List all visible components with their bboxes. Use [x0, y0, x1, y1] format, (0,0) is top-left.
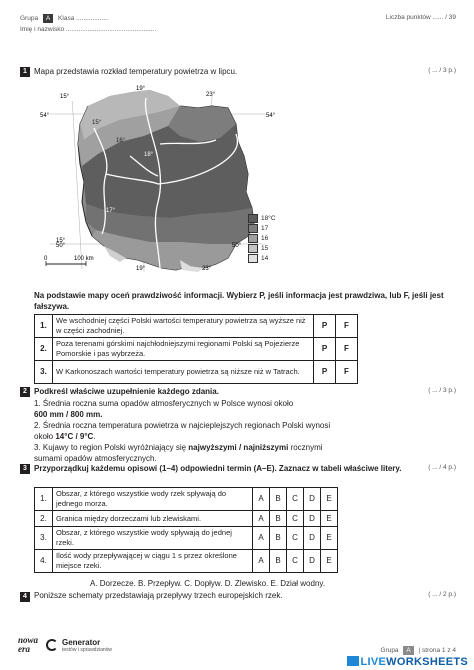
legend-swatch	[248, 234, 258, 243]
q2-text: .	[93, 432, 96, 441]
option-b-cell[interactable]: B	[270, 550, 287, 573]
lw-prefix: LIVE	[360, 656, 387, 668]
question-number-1: 1	[20, 67, 30, 77]
q2-choice-3[interactable]: najwyższymi / najniższymi	[188, 443, 289, 452]
option-c-cell[interactable]: C	[287, 511, 304, 527]
legend-label: 17	[261, 225, 269, 232]
legend-swatch	[248, 254, 258, 263]
q2-sentences	[34, 398, 454, 464]
lw-suffix: WORKSHEETS	[386, 656, 468, 668]
isotherm-label: 15°	[92, 120, 102, 126]
legend-label: 15	[261, 245, 269, 252]
footer-group-letter: A	[403, 646, 413, 655]
header-group	[20, 14, 109, 23]
option-c-cell[interactable]: C	[287, 550, 304, 573]
isotherm-label: 18°	[144, 152, 154, 158]
table-row	[35, 511, 338, 527]
scale-zero: 0	[44, 256, 48, 262]
option-d-cell[interactable]: D	[304, 511, 321, 527]
q1-instruction: Na podstawie mapy oceń prawdziwość informacji. Wybierz P, jeśli informacja jest prawdziwa, lub F, jeśli jest fałszywa.	[34, 291, 444, 311]
answer-f-cell[interactable]: F	[336, 338, 358, 361]
statement-text: We wschodniej części Polski wartości temperatury powietrza są wyższe niż w części zachodniej.	[53, 315, 314, 338]
points-total: Liczba punktów ...... / 39	[385, 14, 456, 21]
option-c-cell[interactable]: C	[287, 488, 304, 511]
lat-label: 50°	[232, 243, 242, 249]
answer-p-cell[interactable]: P	[314, 315, 336, 338]
logo-text: era	[18, 644, 30, 654]
row-number: 1.	[35, 315, 53, 338]
option-b-cell[interactable]: B	[270, 488, 287, 511]
legend-swatch	[248, 214, 258, 223]
lon-label: 19°	[136, 86, 146, 92]
table-row	[35, 338, 358, 361]
option-d-cell[interactable]: D	[304, 488, 321, 511]
group-label: Grupa	[20, 15, 39, 22]
option-b-cell[interactable]: B	[270, 527, 287, 550]
description-text: Obszar, z którego wszystkie wody rzek spływają do jednego morza.	[53, 488, 253, 511]
q2-line	[34, 431, 454, 442]
q3-prompt: Przyporządkuj każdemu opisowi (1–4) odpowiedni termin (A–E). Zaznacz w tabeli właściwe litery.	[34, 464, 402, 473]
table-row	[35, 488, 338, 511]
table-row	[35, 315, 358, 338]
row-number: 3.	[35, 527, 53, 550]
statement-text: Poza terenami górskimi najchłodniejszymi regionami Polski są Pojezierze Pomorskie i pas wybrzeża.	[53, 338, 314, 361]
option-e-cell[interactable]: E	[321, 511, 338, 527]
lon-label: 15°	[60, 94, 70, 100]
q2-text: 3. Kujawy to region Polski wyróżniający się	[34, 443, 189, 452]
isotherm-label: 16°	[116, 138, 126, 144]
q1-true-false-table	[34, 314, 358, 384]
legend-label: 18°C	[261, 215, 276, 222]
legend-label: 14	[261, 255, 269, 262]
description-text: Ilość wody przepływającej w ciągu 1 s przez określone miejsce rzeki.	[53, 550, 253, 573]
logo-text: nowa	[18, 635, 39, 645]
lon-label: 23°	[202, 266, 212, 272]
answer-f-cell[interactable]: F	[336, 361, 358, 384]
option-d-cell[interactable]: D	[304, 527, 321, 550]
q2-line: 1. Średnia roczna suma opadów atmosferycznych w Polsce wynosi około	[34, 399, 294, 408]
q2-points: ( ... / 3 p.)	[428, 387, 456, 394]
row-number: 4.	[35, 550, 53, 573]
option-a-cell[interactable]: A	[253, 488, 270, 511]
footer-page-info	[380, 646, 456, 655]
option-e-cell[interactable]: E	[321, 527, 338, 550]
option-a-cell[interactable]: A	[253, 527, 270, 550]
lon-label: 23°	[206, 92, 216, 98]
isotherm-label: 17°	[106, 208, 116, 214]
q2-text: około	[34, 432, 56, 441]
row-number: 2.	[35, 338, 53, 361]
generator-subtitle: testów i sprawdzianów	[62, 647, 113, 653]
class-field[interactable]: Klasa ..................	[58, 15, 109, 22]
lat-label: 54°	[40, 113, 50, 119]
lon-label: 15°	[56, 238, 66, 244]
legend-label: 16	[261, 235, 269, 242]
group-letter-badge: A	[43, 14, 53, 23]
row-number: 3.	[35, 361, 53, 384]
generator-icon	[46, 639, 58, 651]
row-number: 1.	[35, 488, 53, 511]
question-number-3: 3	[20, 464, 30, 474]
map-legend	[248, 214, 290, 270]
option-a-cell[interactable]: A	[253, 511, 270, 527]
description-text: Granica między dorzeczami lub zlewiskami.	[53, 511, 253, 527]
footer-page-number: | strona 1 z 4	[418, 647, 456, 654]
table-row	[35, 550, 338, 573]
answer-p-cell[interactable]: P	[314, 361, 336, 384]
footer-group-label: Grupa	[380, 647, 399, 654]
q3-matching-table	[34, 487, 338, 573]
liveworksheets-icon	[347, 656, 359, 666]
row-number: 2.	[35, 511, 53, 527]
q2-prompt: Podkreśl właściwe uzupełnienie każdego zdania.	[34, 387, 219, 396]
table-row	[35, 527, 338, 550]
answer-f-cell[interactable]: F	[336, 315, 358, 338]
lat-label: 50°	[56, 243, 66, 249]
q2-text: rocznymi	[288, 443, 323, 452]
option-e-cell[interactable]: E	[321, 488, 338, 511]
option-e-cell[interactable]: E	[321, 550, 338, 573]
option-a-cell[interactable]: A	[253, 550, 270, 573]
option-b-cell[interactable]: B	[270, 511, 287, 527]
answer-p-cell[interactable]: P	[314, 338, 336, 361]
question-number-4: 4	[20, 592, 30, 602]
q4-points: ( ... / 2 p.)	[428, 591, 456, 598]
generator-title: Generator	[62, 638, 101, 647]
statement-text: W Karkonoszach wartości temperatury powietrza są niższe niż w Tatrach.	[53, 361, 314, 384]
q1-points: ( ... / 3 p.)	[428, 67, 456, 74]
q3-points: ( ... / 4 p.)	[428, 464, 456, 471]
lat-label: 54°	[266, 113, 276, 119]
legend-swatch	[248, 224, 258, 233]
option-c-cell[interactable]: C	[287, 527, 304, 550]
nowa-era-logo	[18, 636, 38, 654]
q2-line: sumami opadów atmosferycznych.	[34, 454, 157, 463]
liveworksheets-logo	[347, 656, 469, 668]
legend-swatch	[248, 244, 258, 253]
q3-terms: A. Dorzecze. B. Przepływ. C. Dopływ. D. Zlewisko. E. Dział wodny.	[90, 579, 326, 588]
q2-choice-1[interactable]: 600 mm / 800 mm.	[34, 410, 103, 419]
q4-prompt: Poniższe schematy przedstawiają przepływy trzech europejskich rzek.	[34, 591, 283, 600]
temperature-map	[40, 84, 290, 276]
description-text: Obszar, z którego wszystkie wody spływają do jednej rzeki.	[53, 527, 253, 550]
q1-prompt: Mapa przedstawia rozkład temperatury powietrza w lipcu.	[34, 67, 238, 76]
q2-choice-2[interactable]: 14°C / 9°C	[55, 432, 94, 441]
q2-line: 2. Średnia roczna temperatura powietrza w najcieplejszych regionach Polski wynosi	[34, 421, 331, 430]
name-field[interactable]: Imię i nazwisko ..................................................	[20, 26, 157, 33]
lon-label: 19°	[136, 266, 146, 272]
question-number-2: 2	[20, 387, 30, 397]
q2-line	[34, 442, 454, 453]
table-row	[35, 361, 358, 384]
scale-label: 100 km	[74, 256, 94, 262]
option-d-cell[interactable]: D	[304, 550, 321, 573]
